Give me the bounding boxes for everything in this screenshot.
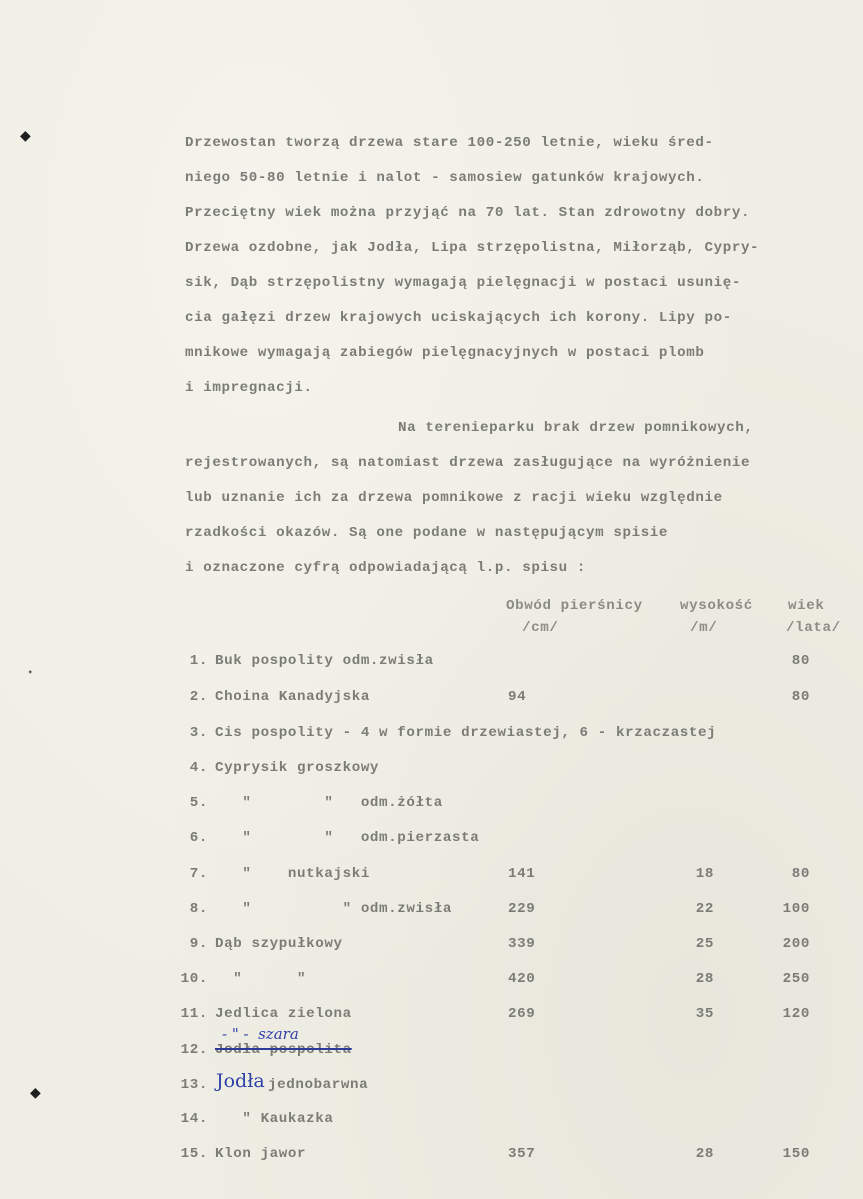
header-wysokosc-unit: /m/ <box>690 620 718 636</box>
paragraph1-line: Drzewostan tworzą drzewa stare 100-250 letnie, wieku śred- <box>185 135 714 151</box>
margin-mark-top: ◆ <box>20 128 31 144</box>
table-row <box>0 830 863 850</box>
age: 200 <box>782 936 810 952</box>
table-row <box>0 795 863 815</box>
height: 18 <box>695 866 714 882</box>
paragraph2-line: lub uznanie ich za drzewa pomnikowe z racji wieku względnie <box>185 490 723 506</box>
row-number: 5. <box>189 795 208 811</box>
header-obwod-unit: /cm/ <box>522 620 559 636</box>
species-name: Cis pospolity - 4 w formie drzewiastej, 6 - krzaczastej <box>215 725 717 741</box>
paragraph1-line: Drzewa ozdobne, jak Jodła, Lipa strzępolistna, Miłorząb, Cypry- <box>185 240 760 256</box>
age: 80 <box>791 689 810 705</box>
circumference: 229 <box>508 901 536 917</box>
circumference: 420 <box>508 971 536 987</box>
circumference: 357 <box>508 1146 536 1162</box>
row-number: 3. <box>189 725 208 741</box>
table-row <box>0 866 863 886</box>
row-number: 12. <box>180 1042 208 1058</box>
age: 100 <box>782 901 810 917</box>
paragraph2-line: rejestrowanych, są natomiast drzewa zasługujące na wyróżnienie <box>185 455 751 471</box>
table-row <box>0 1077 863 1097</box>
row-number: 10. <box>180 971 208 987</box>
species-name: " nutkajski <box>215 866 370 882</box>
margin-mark-bottom: ◆ <box>30 1085 41 1101</box>
paragraph2-line: i oznaczone cyfrą odpowiadającą l.p. spisu : <box>185 560 587 576</box>
age: 150 <box>782 1146 810 1162</box>
circumference: 339 <box>508 936 536 952</box>
paragraph2-line: Na terenieparku brak drzew pomnikowych, <box>398 420 754 436</box>
table-row <box>0 1146 863 1166</box>
header-wysokosc: wysokość <box>680 598 753 614</box>
paragraph1-line: niego 50-80 letnie i nalot - samosiew gatunków krajowych. <box>185 170 705 186</box>
row-number: 6. <box>189 830 208 846</box>
species-name: " Kaukazka <box>215 1111 334 1127</box>
row-number: 11. <box>180 1006 208 1022</box>
species-name: Choina Kanadyjska <box>215 689 370 705</box>
height: 25 <box>695 936 714 952</box>
species-name: " " odm.żółta <box>215 795 443 811</box>
species-name-struck: Jodła pospolita <box>215 1042 352 1058</box>
paragraph1-line: cia gałęzi drzew krajowych uciskających ich korony. Lipy po- <box>185 310 732 326</box>
header-obwod: Obwód pierśnicy <box>506 598 643 614</box>
row-number: 1. <box>189 653 208 669</box>
age: 80 <box>791 653 810 669</box>
handwritten-correction: - " - szara <box>222 1025 299 1043</box>
paragraph1-line: i impregnacji. <box>185 380 313 396</box>
row-number: 8. <box>189 901 208 917</box>
height: 28 <box>695 1146 714 1162</box>
height: 22 <box>695 901 714 917</box>
header-wiek: wiek <box>788 598 825 614</box>
height: 28 <box>695 971 714 987</box>
species-name: Cyprysik groszkowy <box>215 760 380 776</box>
age: 120 <box>782 1006 810 1022</box>
table-row <box>0 901 863 921</box>
row-number: 9. <box>189 936 208 952</box>
height: 35 <box>695 1006 714 1022</box>
row-number: 7. <box>189 866 208 882</box>
table-row <box>0 1111 863 1131</box>
species-name: Jedlica zielona <box>215 1006 352 1022</box>
age: 80 <box>791 866 810 882</box>
row-number: 2. <box>189 689 208 705</box>
header-wiek-unit: /lata/ <box>786 620 841 636</box>
table-row <box>0 971 863 991</box>
table-row <box>0 689 863 709</box>
species-name: jednobarwna <box>268 1077 369 1093</box>
paragraph1-line: sik, Dąb strzępolistny wymagają pielęgnacji w postaci usunię- <box>185 275 741 291</box>
row-number: 4. <box>189 760 208 776</box>
margin-mark-middle: ᐩ <box>28 668 33 681</box>
table-row <box>0 1042 863 1062</box>
circumference: 141 <box>508 866 536 882</box>
circumference: 94 <box>508 689 527 705</box>
table-row <box>0 760 863 780</box>
table-row <box>0 1006 863 1026</box>
table-row <box>0 936 863 956</box>
row-number: 14. <box>180 1111 208 1127</box>
row-number: 15. <box>180 1146 208 1162</box>
paragraph2-line: rzadkości okazów. Są one podane w następującym spisie <box>185 525 669 541</box>
species-name: Dąb szypułkowy <box>215 936 343 952</box>
table-row <box>0 653 863 673</box>
species-name: " " odm.zwisła <box>215 901 452 917</box>
species-name: " " <box>215 971 307 987</box>
species-name: Klon jawor <box>215 1146 307 1162</box>
handwritten-insert: Jodła <box>216 1070 265 1092</box>
paragraph1-line: mnikowe wymagają zabiegów pielęgnacyjnych w postaci plomb <box>185 345 705 361</box>
species-name: " " odm.pierzasta <box>215 830 480 846</box>
row-number: 13. <box>180 1077 208 1093</box>
species-name: Buk pospolity odm.zwisła <box>215 653 434 669</box>
paragraph1-line: Przeciętny wiek można przyjąć na 70 lat. Stan zdrowotny dobry. <box>185 205 751 221</box>
age: 250 <box>782 971 810 987</box>
circumference: 269 <box>508 1006 536 1022</box>
table-row <box>0 725 863 745</box>
